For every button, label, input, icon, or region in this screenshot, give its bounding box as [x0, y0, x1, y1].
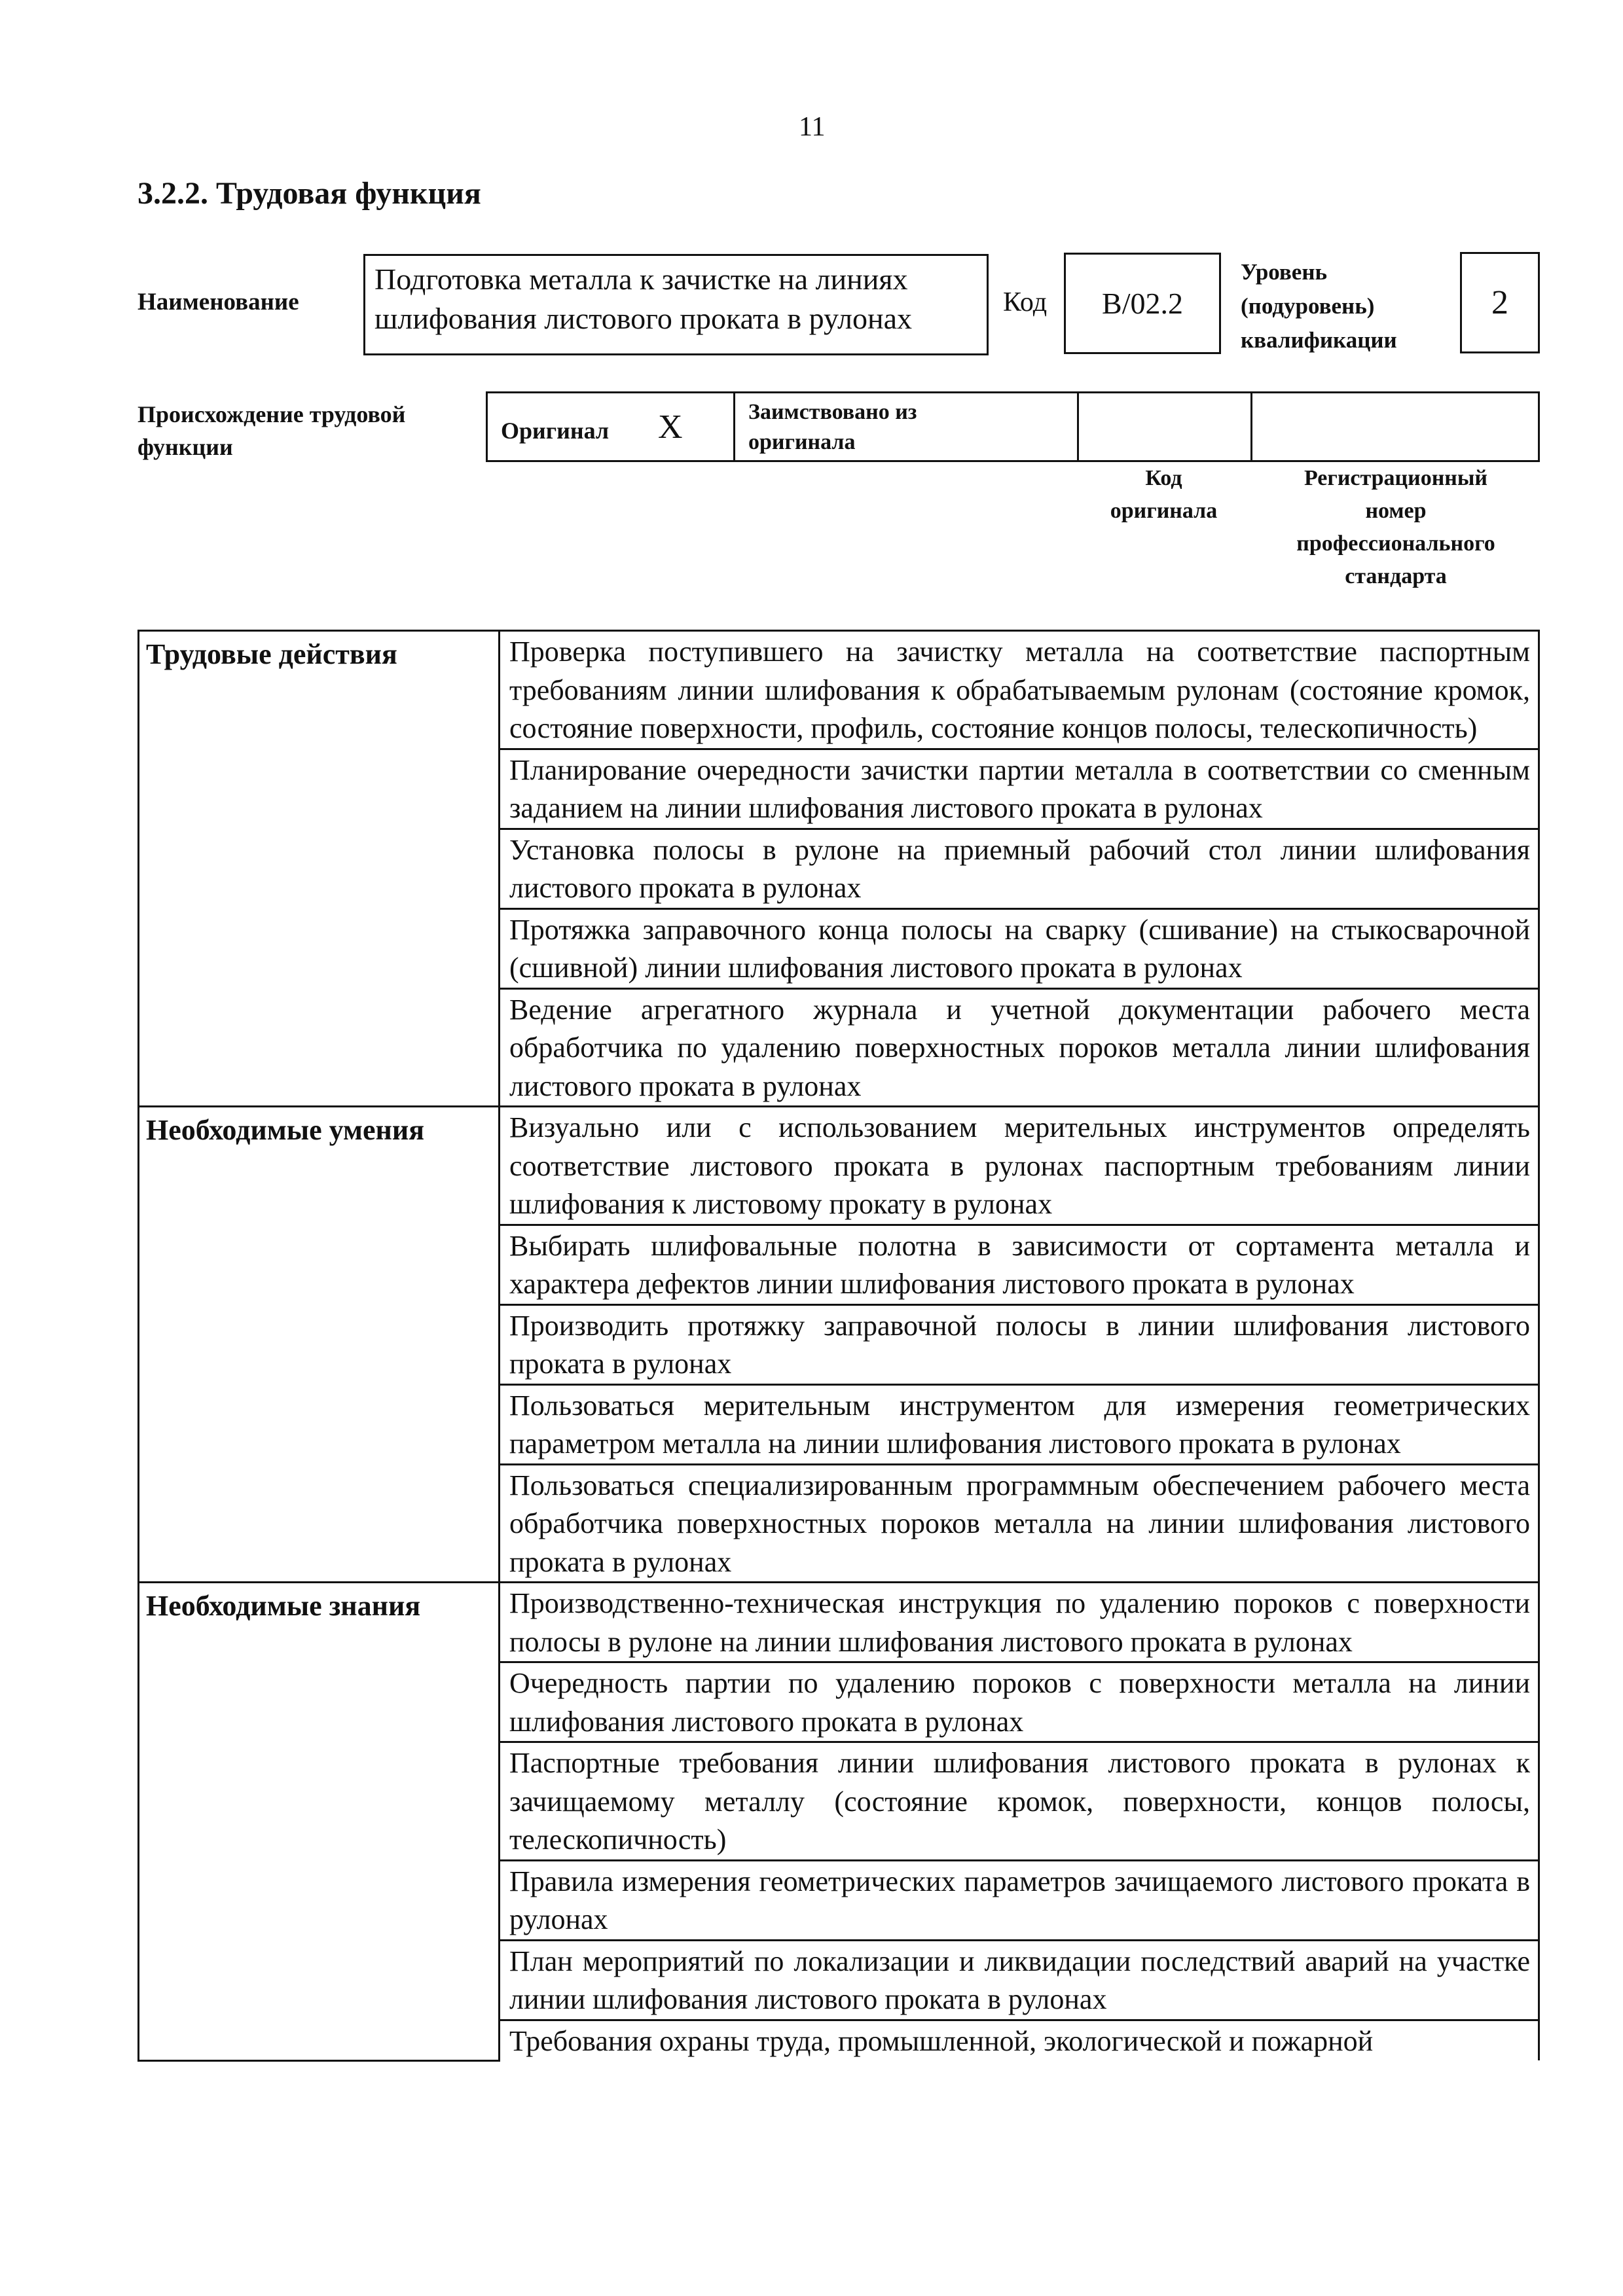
code-caption — [1077, 462, 1250, 528]
reg-caption-line: номер — [1365, 499, 1427, 523]
table-cell: Производить протяжку заправочной полосы в линии шлифования листового проката в рулонах — [500, 1304, 1539, 1384]
origin-label-line: функции — [137, 434, 233, 460]
origin-reg-cell — [1252, 393, 1538, 460]
table-cell: Пользоваться специализированным программным обеспечением рабочего места обработчика поверхностных пороков металла на линии шлифования листового проката в рулонах — [500, 1464, 1539, 1583]
category-cell: Необходимые умения — [139, 1107, 500, 1583]
original-label: Оригинал — [501, 418, 610, 444]
borrowed-label — [748, 397, 917, 457]
code-value: B/02.2 — [1102, 287, 1183, 320]
origin-original-cell — [488, 393, 735, 460]
table-cell: Протяжка заправочного конца полосы на сварку (сшивание) на стыкосварочной (сшивной) линии шлифования листового проката в рулонах — [500, 908, 1539, 988]
reg-caption — [1252, 462, 1540, 593]
table-cell: Правила измерения геометрических параметров зачищаемого листового проката в рулонах — [500, 1860, 1539, 1940]
level-label-line: (подуровень) — [1241, 293, 1375, 319]
function-table — [137, 630, 1540, 2062]
origin-label-line: Происхождение трудовой — [137, 401, 406, 427]
category-cell: Необходимые знания — [139, 1583, 500, 2061]
reg-caption-line: профессионального — [1296, 531, 1495, 556]
table-row — [139, 631, 1539, 749]
origin-borrowed-cell — [735, 393, 1079, 460]
function-name-box — [363, 254, 989, 355]
code-caption-line: оригинала — [1110, 499, 1218, 523]
code-box — [1064, 253, 1221, 354]
table-cell: Проверка поступившего на зачистку металла на соответствие паспортным требованиям линии шлифования к обрабатываемым рулонам (состояние кромок, состояние поверхности, профиль, состояние концов полосы, телескопичность) — [500, 631, 1539, 749]
table-cell: Производственно-техническая инструкция по удалению пороков с поверхности полосы в рулоне на линии шлифования листового проката в рулонах — [500, 1583, 1539, 1662]
table-cell: Паспортные требования линии шлифования листового проката в рулонах к зачищаемому металлу (состояние кромок, поверхности, концов полосы, телескопичность) — [500, 1742, 1539, 1861]
table-row — [139, 1107, 1539, 1225]
level-label-line: квалификации — [1241, 327, 1397, 353]
table-cell: Требования охраны труда, промышленной, экологической и пожарной — [500, 2020, 1539, 2060]
original-mark: X — [658, 408, 683, 446]
code-caption-line: Код — [1145, 466, 1182, 490]
origin-label — [137, 398, 405, 463]
borrowed-label-line: Заимствовано из — [748, 400, 917, 424]
table-cell: Ведение агрегатного журнала и учетной документации рабочего места обработчика по удалению поверхностных пороков металла линии шлифования листового проката в рулонах — [500, 988, 1539, 1107]
table-cell: Установка полосы в рулоне на приемный рабочий стол линии шлифования листового проката в рулонах — [500, 829, 1539, 908]
code-label: Код — [1003, 287, 1048, 317]
table-cell: Очередность партии по удалению пороков с поверхности металла на линии шлифования листового проката в рулонах — [500, 1662, 1539, 1742]
page-number: 11 — [799, 112, 826, 142]
table-cell: Пользоваться мерительным инструментом для измерения геометрических параметром металла на линии шлифования листового проката в рулонах — [500, 1384, 1539, 1464]
reg-caption-line: Регистрационный — [1304, 466, 1488, 490]
table-cell: Визуально или с использованием мерительных инструментов определять соответствие листового проката в рулонах паспортным требованиям линии шлифования к листовому прокату в рулонах — [500, 1107, 1539, 1225]
table-cell: План мероприятий по локализации и ликвидации последствий аварий на участке линии шлифования листового проката в рулонах — [500, 1940, 1539, 2020]
table-cell: Выбирать шлифовальные полотна в зависимости от сортамента металла и характера дефектов линии шлифования листового проката в рулонах — [500, 1225, 1539, 1304]
level-label-line: Уровень — [1241, 259, 1328, 285]
table-cell: Планирование очередности зачистки партии металла в соответствии со сменным заданием на линии шлифования листового проката в рулонах — [500, 749, 1539, 829]
function-name-value: Подготовка металла к зачистке на линиях шлифования листового проката в рулонах — [374, 262, 912, 335]
table-row — [139, 1583, 1539, 1662]
level-value: 2 — [1491, 284, 1508, 321]
category-cell: Трудовые действия — [139, 631, 500, 1107]
origin-code-cell — [1079, 393, 1252, 460]
name-label: Наименование — [137, 289, 299, 315]
level-label — [1241, 255, 1397, 357]
origin-table — [486, 391, 1540, 462]
borrowed-label-line: оригинала — [748, 430, 856, 454]
section-title: 3.2.2. Трудовая функция — [137, 176, 481, 211]
reg-caption-line: стандарта — [1345, 564, 1447, 588]
level-box — [1460, 252, 1540, 353]
